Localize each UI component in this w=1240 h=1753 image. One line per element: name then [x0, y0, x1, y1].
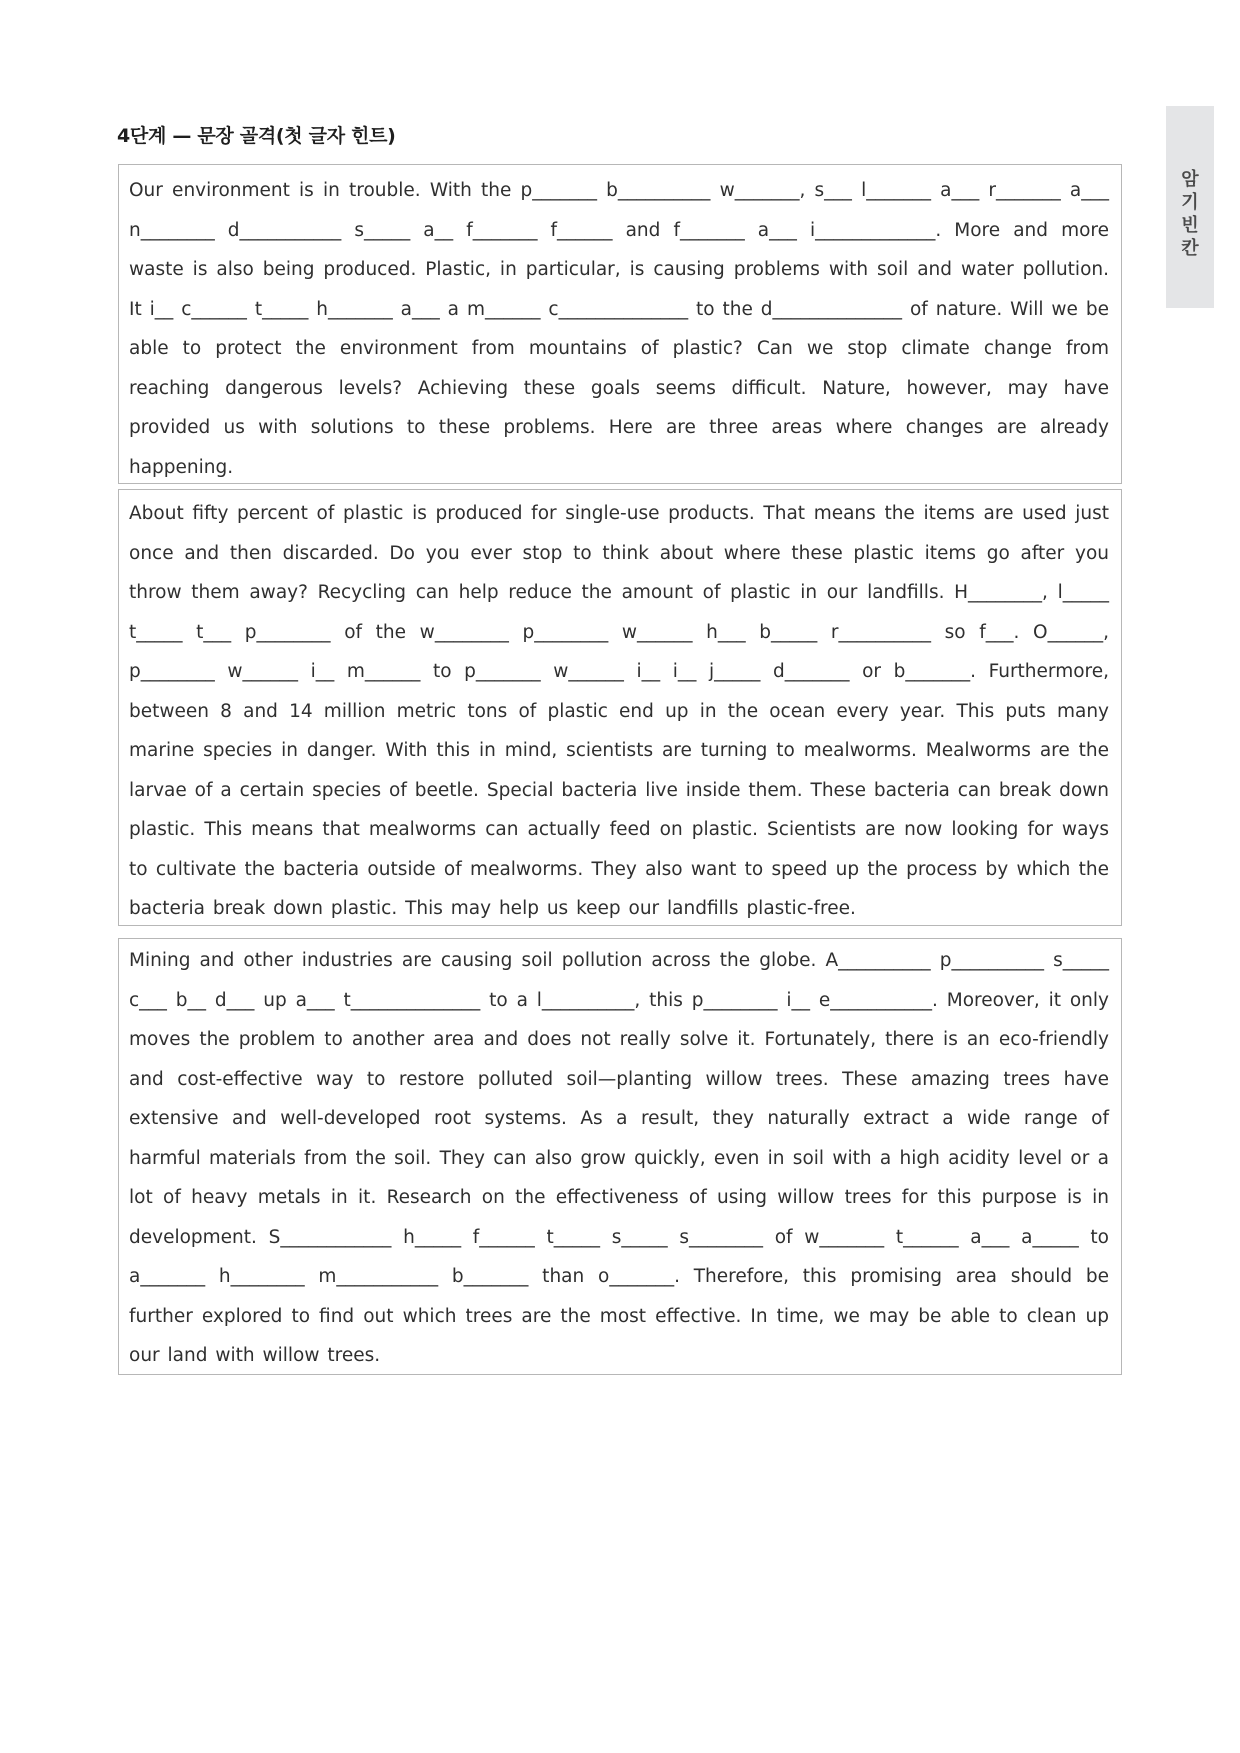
section-heading: 4단계 — 문장 골격(첫 글자 힌트) — [117, 125, 396, 147]
passage-box-2 — [118, 489, 1122, 926]
passage-box-1 — [118, 164, 1122, 484]
side-tab-char: 암 — [1181, 169, 1199, 190]
passage-text-1: Our environment is in trouble. With the p_______ b__________ w_______, s___ l_______ a___ r_______ a___ n________ d___________ s_____ a__ f_______ f______ and f_______ a___ i_____________. More and more waste is also being produced. Plastic, in particular, is causing problems with soil and water pollution. It i__ c______ t_____ h_______ a___ a m______ c______________ to the d______________ of nature. Will we be able to protect the environment from mountains of plastic? Can we stop climate change from reaching dangerous levels? Achieving these goals seems difficult. Nature, however, may have provided us with solutions to these problems. Here are three areas where changes are already happening. — [129, 180, 1109, 478]
passage-text-2: About fifty percent of plastic is produced for single-use products. That means the items are used just once and then discarded. Do you ever stop to think about where these plastic items go after you throw them away? Recycling can help reduce the amount of plastic in our landfills. H________, l_____ t_____ t___ p________ of the w________ p________ w______ h___ b_____ r__________ so f___. O______, p________ w______ i__ m______ to p_______ w______ i__ i__ j_____ d_______ or b_______. Furthermore, between 8 and 14 million metric tons of plastic end up in the ocean every year. This puts many marine species in danger. With this in mind, scientists are turning to mealworms. Mealworms are the larvae of a certain species of beetle. Special bacteria live inside them. These bacteria can break down plastic. This means that mealworms can actually feed on plastic. Scientists are now looking for ways to cultivate the bacteria outside of mealworms. They also want to speed up the process by which the bacteria break down plastic. This may help us keep our landfills plastic-free. — [129, 503, 1109, 919]
passage-text-3: Mining and other industries are causing soil pollution across the globe. A__________ p__________ s_____ c___ b__ d___ up a___ t______________ to a l__________, this p________ i__ e___________. Moreover, it only moves the problem to another area and does not really solve it. Fortunately, there is an eco-friendly and cost-effective way to restore polluted soil—planting willow trees. These amazing trees have extensive and well-developed root systems. As a result, they naturally extract a wide range of harmful materials from the soil. They can also grow quickly, even in soil with a high acidity level or a lot of heavy metals in it. Research on the effectiveness of using willow trees for this purpose is in development. S____________ h_____ f______ t_____ s_____ s________ of w_______ t______ a___ a_____ to a_______ h________ m___________ b_______ than o_______. Therefore, this promising area should be further explored to find out which trees are the most effective. In time, we may be able to clean up our land with willow trees. — [129, 950, 1109, 1366]
side-tab-char: 기 — [1181, 192, 1199, 213]
passage-box-3 — [118, 938, 1122, 1375]
side-tab-char: 빈 — [1181, 215, 1199, 236]
side-tab-char: 칸 — [1181, 238, 1199, 259]
side-tab-label — [1166, 106, 1214, 308]
